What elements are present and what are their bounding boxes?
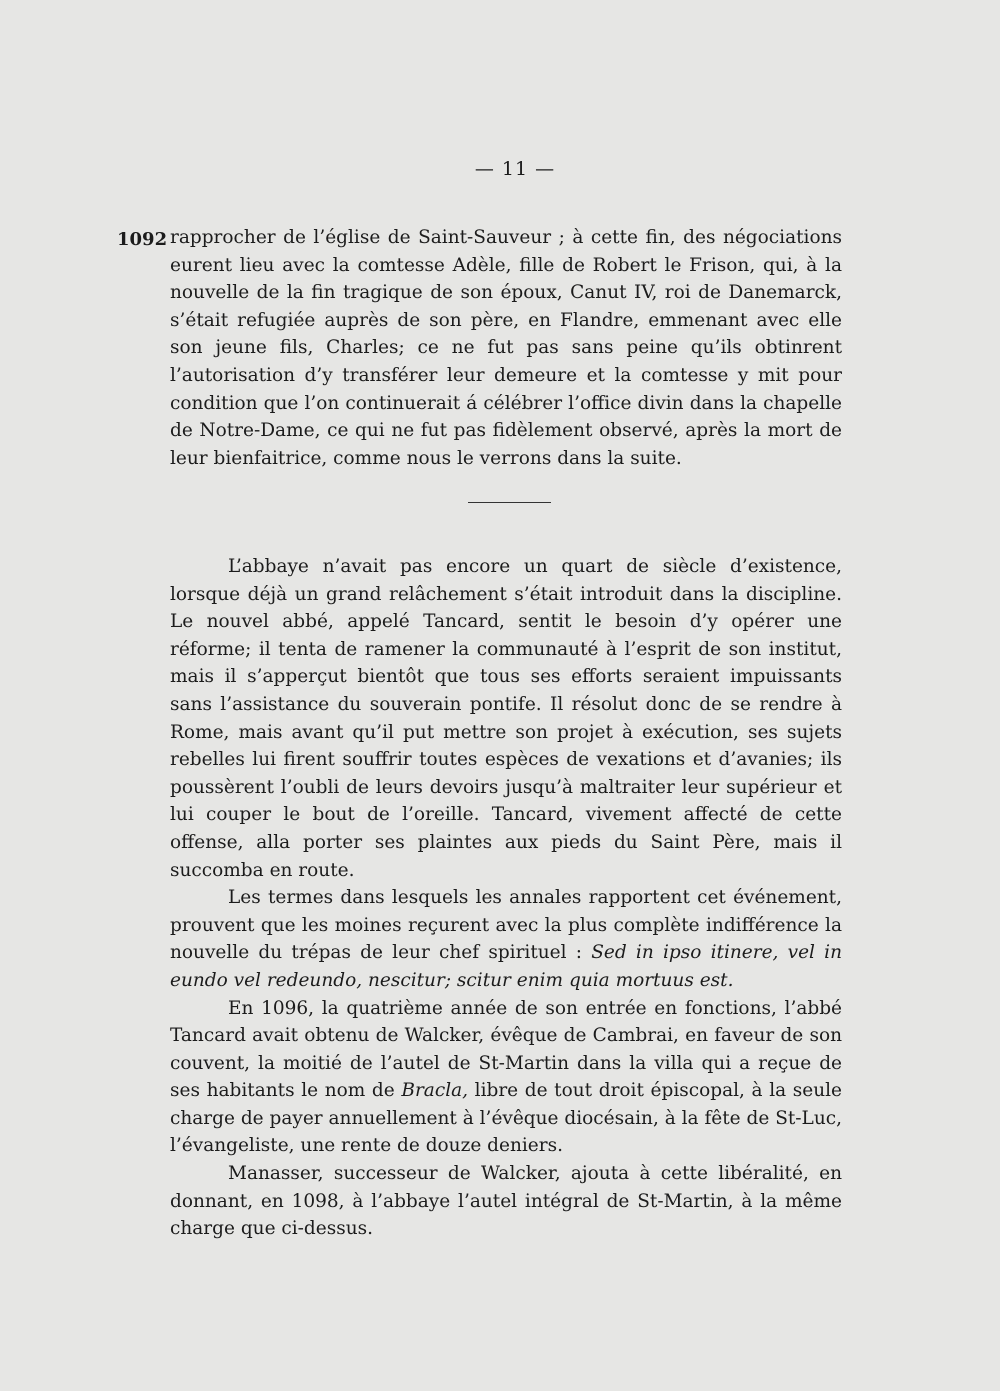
annals-text: Les termes dans lesquels les annales rapportent cet événement, prouvent que les moines reçurent avec la plus complète indifférence la nouvelle du trépas de leur chef spirituel : <box>170 887 842 964</box>
paragraph-annals <box>170 884 842 994</box>
margin-year: 1092 <box>117 229 168 250</box>
page-number: — 11 — <box>474 158 556 180</box>
paragraph-1098: Manasser, successeur de Walcker, ajouta à cette libéralité, en donnant, en 1098, à l’abbaye l’autel intégral de St-Martin, à la même charge que ci-dessus. <box>170 1163 842 1240</box>
p1096-before: En 1096, la quatrième année de son entrée en fonctions, l’abbé Tancard avait obtenu de Walcker, évêque de Cambrai, en faveur de son couvent, la moitié de l’autel de St-Martin dans la villa qui a reçue de ses habitants le nom de <box>170 997 842 1102</box>
main-text-block <box>170 553 842 1243</box>
paragraph-1096 <box>170 995 842 1161</box>
paragraph-reform: L’abbaye n’avait pas encore un quart de siècle d’existence, lorsque déjà un grand relâchement s’était introduit dans la discipline. Le nouvel abbé, appelé Tancard, sentit le besoin d’y opérer une réforme; il tenta de ramener la communauté à l’esprit de son institut, mais il s’apperçut bientôt que tous ses efforts seraient impuissants sans l’assistance du souverain pontife. Il résolut donc de se rendre à Rome, mais avant qu’il put mettre son projet à exécution, ses sujets rebelles lui firent souffrir toutes espèces de vexations et d’avanies; ils poussèrent l’oubli de leurs devoirs jusqu’à maltraiter leur supérieur et lui couper le bout de l’oreille. Tancard, vivement affecté de cette offense, alla porter ses plaintes aux pieds du Saint Père, mais il succomba en route. <box>170 556 842 881</box>
place-name-bracla: Bracla, <box>401 1080 469 1102</box>
section-divider <box>468 502 551 503</box>
p1096-after: libre de tout droit épiscopal, à la seule charge de payer annuellement à l’évêque diocésain, à la fête de St-Luc, l’évangeliste, une rente de douze deniers. <box>170 1080 842 1157</box>
latin-quote: Sed in ipso itinere, vel in eundo vel redeundo, nescitur; scitur enim quia mortuus est. <box>170 942 842 991</box>
top-text-block <box>170 224 842 472</box>
opening-paragraph: rapprocher de l’église de Saint-Sauveur ; à cette fin, des négociations eurent lieu avec la comtesse Adèle, fille de Robert le Frison, qui, à la nouvelle de la fin tragique de son époux, Canut IV, roi de Danemarck, s’était refugiée auprès de son père, en Flandre, emmenant avec elle son jeune fils, Charles; ce ne fut pas sans peine qu’ils obtinrent l’autorisation d’y transférer leur demeure et la comtesse y mit pour condition que l’on continuerait á célébrer l’office divin dans la chapelle de Notre-Dame, ce qui ne fut pas fidèlement observé, après la mort de leur bienfaitrice, comme nous le verrons dans la suite. <box>170 227 842 469</box>
